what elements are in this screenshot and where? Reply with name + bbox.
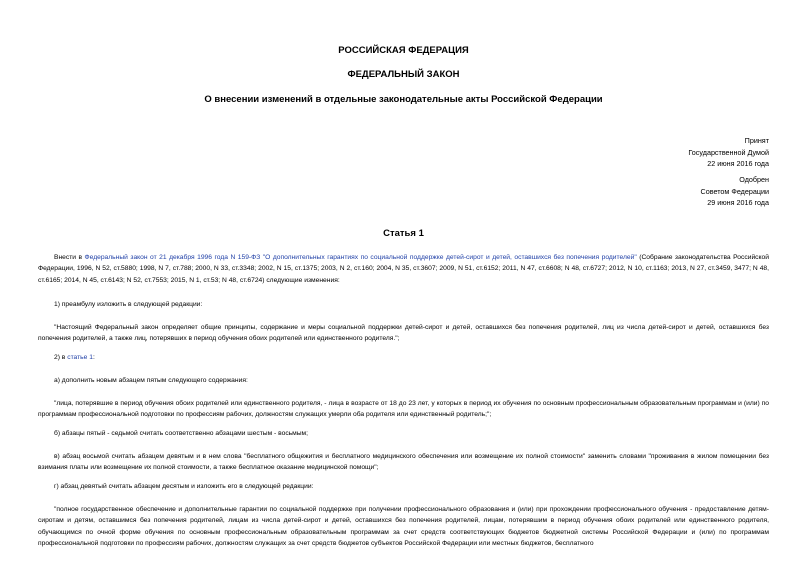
paragraph-item-1: 1) преамбулу изложить в следующей редакции: xyxy=(54,301,203,308)
paragraph-new-definition: "лица, потерявшие в период обучения обоих родителей или единственного родителя, - лица в возрасте от 18 до 23 лет, у которых в период их обучения по основным профессиональным образовательным программам и (или) по программам профессиональной подготовки по профессиям рабочих, должностям служащих умерли оба родителя или единственный родитель;"; xyxy=(38,400,769,419)
paragraph-item-2 xyxy=(38,352,769,363)
adopted-label: Принят xyxy=(744,136,769,145)
adopted-block xyxy=(688,135,769,170)
item-2-prefix: 2) в xyxy=(54,354,68,361)
paragraph-full-support: "полное государственное обеспечение и дополнительные гарантии по социальной поддержке при получении профессионального образования и (или) при прохождении профессионального обучения - предоставление детям-сиротам и детям, оставшимся без попечения родителей, лицам из числа детей-сирот и детей, оставшихся без попечения родителей, лицам, потерявшим в период обучения обоих родителей или единственного родителя, обучающимся по очной форме обучения по основным профессиональным образовательным программам за счет средств соответствующих бюджетов бюджетной системы Российской Федерации и (или) по программам профессиональной подготовки по профессиям рабочих, должностям служащих за счет средств бюджетов субъектов Российской Федерации или местных бюджетов, бесплатного xyxy=(38,506,769,548)
approved-label: Одобрен xyxy=(739,175,769,184)
country-heading: РОССИЙСКАЯ ФЕДЕРАЦИЯ xyxy=(338,45,469,56)
doc-type-heading: ФЕДЕРАЛЬНЫЙ ЗАКОН xyxy=(347,69,460,80)
adopted-date: 22 июня 2016 года xyxy=(707,159,769,168)
intro-prefix: Внести в xyxy=(54,254,85,261)
approved-body: Советом Федерации xyxy=(700,186,769,196)
law-title-link[interactable]: "О дополнительных гарантиях по социальной поддержке детей-сирот и детей, оставшихся без попечения родителей" xyxy=(262,254,637,261)
paragraph-intro xyxy=(38,252,769,286)
law-title: О внесении изменений в отдельные законодательные акты Российской Федерации xyxy=(204,94,603,105)
approved-block xyxy=(701,174,769,209)
paragraph-item-b: б) абзацы пятый - седьмой считать соответственно абзацами шестым - восьмым; xyxy=(54,430,309,437)
item-2-suffix: : xyxy=(92,354,95,361)
approved-date: 29 июня 2016 года xyxy=(707,198,769,207)
paragraph-item-a: а) дополнить новым абзацем пятым следующего содержания: xyxy=(54,377,248,384)
paragraph-item-g: г) абзац девятый считать абзацем десятым и изложить его в следующей редакции: xyxy=(54,483,314,490)
intro-rest: (Собрание законодательства Российской Федерации, 1996, N 52, ст.5880; 1998, N 7, ст.788; 2000, N 33, ст.3348; 2002, N 15, ст.1375; 2003, N 2, ст.160; 2004, N 35, ст.3607; 2009, N 51, ст.6152; 2011, N 47, ст.6608; N 48, ст.6727; 2012, N 10, ст.1163; 2013, N 27, ст.3459, 3477; N 48, ст.6165; 2014, N 45, ст.6143; N 52, ст.7553; 2015, N 1, ст.53; N 48, ст.6724) следующие изменения: xyxy=(38,254,769,284)
article-heading: Статья 1 xyxy=(383,228,424,239)
paragraph-preamble-text: "Настоящий Федеральный закон определяет общие принципы, содержание и меры социальной поддержки детей-сирот и детей, оставшихся без попечения родителей, лиц из числа детей-сирот и детей, оставшихся без попечения родителей, а также лиц, потерявших в период обучения обоих родителей или единственного родителя."; xyxy=(38,324,769,343)
federal-law-link[interactable]: Федеральный закон от 21 декабря 1996 года N 159-ФЗ xyxy=(84,254,261,261)
article-1-link[interactable]: статье 1 xyxy=(67,354,93,361)
paragraph-item-v: в) абзац восьмой считать абзацем девятым и в нем слова "бесплатного общежития и бесплатного медицинского обеспечения или возмещение их полной стоимости" заменить словами "проживания в жилом помещении без взимания платы или возмещение их полной стоимости, а также бесплатное оказание медицинской помощи"; xyxy=(38,453,769,472)
adopted-body: Государственной Думой xyxy=(688,147,769,157)
